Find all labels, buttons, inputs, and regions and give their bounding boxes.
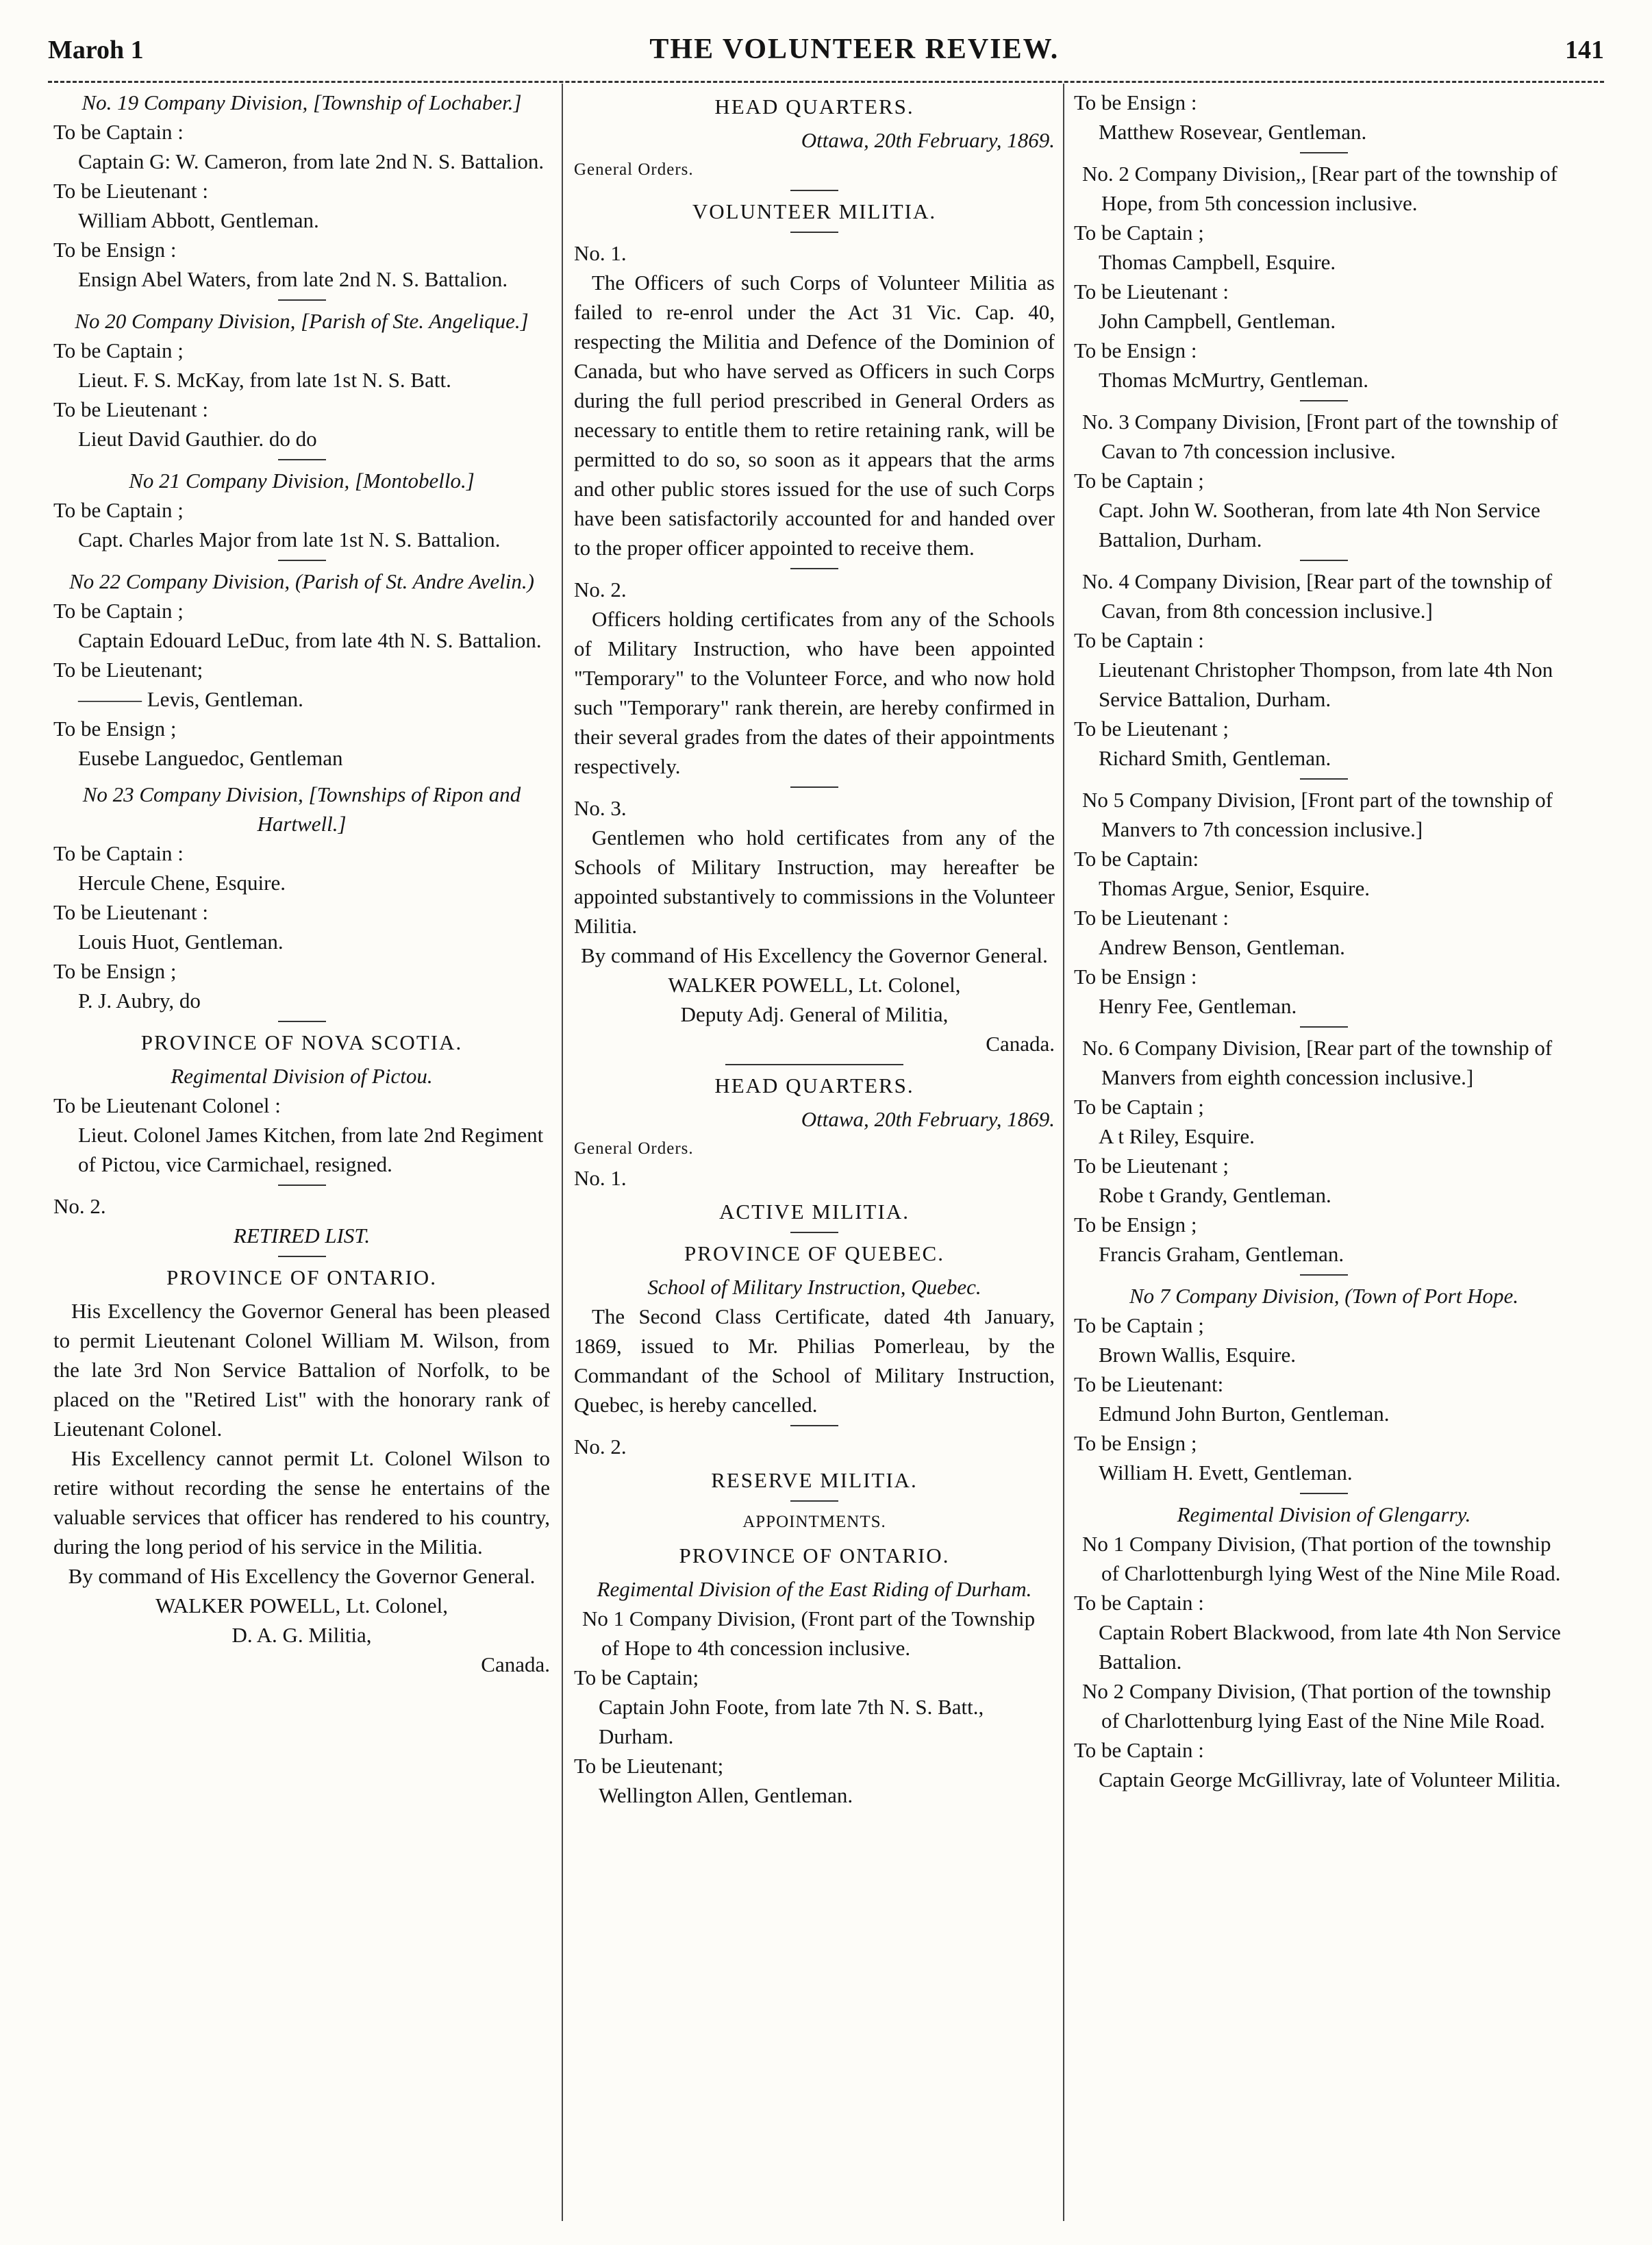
appointee: Richard Smith, Gentleman. — [1099, 746, 1331, 770]
division-title: No 2 Company Division, (That portion of the township of Charlottenburg lying East of the Nine Mile Road. — [1082, 1679, 1551, 1733]
appointee: Hercule Chene, Esquire. — [78, 871, 286, 895]
appointee: Henry Fee, Gentleman. — [1099, 994, 1297, 1018]
order-paragraph: His Excellency cannot permit Lt. Colonel Wilson to retire without recording the sense he entertains of the valuable services that officer has rendered to his country, during the long period of his service in the Militia. — [53, 1446, 550, 1559]
rank-label: To be Captain: — [1074, 847, 1199, 871]
header-rule — [48, 81, 1604, 83]
signature-name: WALKER POWELL, Lt. Colonel, — [668, 973, 961, 997]
appointee: Francis Graham, Gentleman. — [1099, 1242, 1344, 1266]
appointee: Captain John Foote, from late 7th N. S. Batt., Durham. — [599, 1695, 984, 1748]
appointee: Louis Huot, Gentleman. — [78, 930, 284, 954]
appointee: Captain George McGillivray, late of Volunteer Militia. — [1099, 1768, 1561, 1791]
section-heading: ACTIVE MILITIA. — [719, 1200, 910, 1224]
rank-label: To be Captain : — [1074, 628, 1204, 652]
division-title: No. 3 Company Division, [Front part of the township of Cavan to 7th concession inclusive. — [1082, 410, 1558, 463]
regimental-division: Regimental Division of Glengarry. — [1177, 1502, 1471, 1526]
rank-label: To be Lieutenant; — [53, 658, 203, 682]
rank-label: To be Lieutenant : — [53, 397, 208, 421]
appointee: William Abbott, Gentleman. — [78, 208, 319, 232]
dateline: Ottawa, 20th February, 1869. — [801, 1107, 1055, 1131]
appointments-label: APPOINTMENTS. — [742, 1513, 886, 1531]
rank-label: To be Captain ; — [1074, 1095, 1204, 1119]
rank-label: To be Captain ; — [53, 338, 184, 362]
order-number: No. 2. — [574, 578, 627, 601]
order-number: No. 3. — [574, 796, 627, 820]
header-date: Maroh 1 — [48, 36, 144, 64]
rank-label: To be Captain : — [1074, 1738, 1204, 1762]
section-rule — [1300, 1493, 1348, 1494]
section-rule — [725, 1064, 903, 1065]
rank-label: To be Ensign ; — [1074, 1431, 1197, 1455]
column-divider — [562, 84, 563, 2221]
appointee: Lieutenant Christopher Thompson, from late 4th Non Service Battalion, Durham. — [1099, 658, 1553, 711]
column-3 — [1074, 88, 1574, 2218]
division-title: No. 19 Company Division, [Township of Lochaber.] — [82, 90, 522, 114]
division-title: No 21 Company Division, [Montobello.] — [129, 469, 475, 493]
order-paragraph: Officers holding certificates from any of the Schools of Military Instruction, who have been appointed "Temporary" to the Volunteer Force, and who now hold such "Temporary" rank therein, are hereby confirmed in their several grades from the dates of their appointments respectively. — [574, 607, 1055, 778]
signature-name: WALKER POWELL, Lt. Colonel, — [155, 1593, 449, 1617]
order-paragraph: Gentlemen who hold certificates from any of the Schools of Military Instruction, may hereafter be appointed substantively to commissions in the Volunteer Militia. — [574, 826, 1055, 938]
section-rule — [790, 1500, 838, 1502]
rank-label: To be Ensign ; — [53, 717, 177, 741]
rank-label: To be Lieutenant; — [574, 1754, 724, 1778]
appointee: Captain G: W. Cameron, from late 2nd N. S. Battalion. — [78, 149, 545, 173]
order-number: No. 1. — [574, 241, 627, 265]
rank-label: To be Captain ; — [1074, 469, 1204, 493]
appointee: Thomas McMurtry, Gentleman. — [1099, 368, 1369, 392]
appointee: Wellington Allen, Gentleman. — [599, 1783, 853, 1807]
signature-title: Deputy Adj. General of Militia, — [680, 1002, 949, 1026]
page-number: 141 — [1564, 36, 1604, 64]
column-divider — [1063, 84, 1064, 2221]
province-heading: PROVINCE OF NOVA SCOTIA. — [140, 1030, 463, 1054]
appointee: Lieut. F. S. McKay, from late 1st N. S. Batt. — [78, 368, 451, 392]
appointee: Andrew Benson, Gentleman. — [1099, 935, 1345, 959]
command-line: By command of His Excellency the Governor General. — [581, 943, 1048, 967]
appointee: Matthew Rosevear, Gentleman. — [1099, 120, 1367, 144]
signature-place: Canada. — [481, 1652, 550, 1676]
appointee: ——— Levis, Gentleman. — [78, 687, 303, 711]
section-rule — [1300, 400, 1348, 401]
appointee: Captain Robert Blackwood, from late 4th Non Service Battalion. — [1099, 1620, 1561, 1674]
dateline: Ottawa, 20th February, 1869. — [801, 128, 1055, 152]
rank-label: To be Captain ; — [53, 498, 184, 522]
rank-label: To be Captain ; — [1074, 221, 1204, 245]
section-rule — [1300, 152, 1348, 153]
section-rule — [1300, 1026, 1348, 1028]
appointee: Thomas Campbell, Esquire. — [1099, 250, 1336, 274]
rank-label: To be Lieutenant : — [1074, 280, 1229, 303]
section-rule — [790, 232, 838, 233]
appointee: Captain Edouard LeDuc, from late 4th N. S. Battalion. — [78, 628, 542, 652]
appointee: John Campbell, Gentleman. — [1099, 309, 1336, 333]
rank-label: To be Lieutenant ; — [1074, 1154, 1229, 1178]
regimental-division: Regimental Division of Pictou. — [171, 1064, 433, 1088]
section-rule — [278, 299, 326, 301]
division-title: No. 2 Company Division,, [Rear part of the township of Hope, from 5th concession inclusive. — [1082, 162, 1557, 215]
masthead-title: THE VOLUNTEER REVIEW. — [649, 34, 1060, 65]
appointee: Capt. Charles Major from late 1st N. S. Battalion. — [78, 528, 501, 551]
division-title: No 20 Company Division, [Parish of Ste. Angelique.] — [75, 309, 529, 333]
appointee: Eusebe Languedoc, Gentleman — [78, 746, 343, 770]
division-title: No 22 Company Division, (Parish of St. Andre Avelin.) — [69, 569, 534, 593]
section-rule — [278, 560, 326, 561]
order-paragraph: His Excellency the Governor General has been pleased to permit Lieutenant Colonel William M. Wilson, from the late 3rd Non Service Battalion of Norfolk, to be placed on the "Retired List" with the honorary rank of Lieutenant Colonel. — [53, 1299, 550, 1441]
section-rule — [1300, 778, 1348, 780]
appointee: Edmund John Burton, Gentleman. — [1099, 1402, 1390, 1426]
division-title: No 1 Company Division, (Front part of the Township of Hope to 4th concession inclusive. — [582, 1607, 1036, 1660]
appointee: William H. Evett, Gentleman. — [1099, 1461, 1353, 1485]
rank-label: To be Captain ; — [1074, 1313, 1204, 1337]
order-number: No. 1. — [574, 1166, 627, 1190]
rank-label: To be Lieutenant : — [1074, 906, 1229, 930]
rank-label: To be Captain : — [53, 841, 184, 865]
section-rule — [790, 190, 838, 191]
appointee: A t Riley, Esquire. — [1099, 1124, 1255, 1148]
division-title: No 7 Company Division, (Town of Port Hope. — [1129, 1284, 1519, 1308]
rank-label: To be Captain; — [574, 1665, 699, 1689]
order-paragraph: The Officers of such Corps of Volunteer Militia as failed to re-enrol under the Act 31 Vic. Cap. 40, respecting the Militia and Defence of the Dominion of Canada, but who have served as Officers in such Corps during the full period prescribed in General Orders as necessary to entitle them to retire retaining rank, will be permitted to do so, so soon as it appears that the arms and other public stores issued for the use of such Corps have been satisfactorily accounted for and handed over to the proper officer appointed to receive them. — [574, 271, 1055, 560]
appointee: Lieut. Colonel James Kitchen, from late 2nd Regiment of Pictou, vice Carmichael, resigned. — [78, 1123, 544, 1176]
division-title: No 1 Company Division, (That portion of the township of Charlottenburgh lying West of the Nine Mile Road. — [1082, 1532, 1561, 1585]
section-heading: VOLUNTEER MILITIA. — [692, 199, 937, 223]
command-line: By command of His Excellency the Governor General. — [68, 1564, 536, 1588]
section-rule — [790, 1425, 838, 1426]
section-rule — [278, 1256, 326, 1257]
section-rule — [790, 1232, 838, 1233]
section-rule — [278, 459, 326, 460]
headquarters-heading: HEAD QUARTERS. — [714, 95, 914, 119]
rank-label: To be Lieutenant : — [53, 179, 208, 203]
order-number: No. 2. — [574, 1435, 627, 1459]
rank-label: To be Ensign : — [53, 238, 177, 262]
section-heading: RETIRED LIST. — [233, 1224, 371, 1248]
province-heading: PROVINCE OF ONTARIO. — [166, 1265, 437, 1289]
appointee: Robe t Grandy, Gentleman. — [1099, 1183, 1331, 1207]
province-heading: PROVINCE OF QUEBEC. — [684, 1241, 944, 1265]
appointee: P. J. Aubry, do — [78, 989, 201, 1013]
order-paragraph: The Second Class Certificate, dated 4th January, 1869, issued to Mr. Philias Pomerleau, by the Commandant of the School of Military Instruction, Quebec, is hereby cancelled. — [574, 1304, 1055, 1417]
rank-label: To be Ensign ; — [53, 959, 177, 983]
general-orders-label: General Orders. — [574, 160, 694, 179]
column-2 — [574, 88, 1055, 2218]
section-rule — [790, 786, 838, 788]
headquarters-heading: HEAD QUARTERS. — [714, 1074, 914, 1097]
signature-place: Canada. — [986, 1032, 1055, 1056]
division-title: No 23 Company Division, [Townships of Ripon and Hartwell.] — [82, 782, 521, 836]
rank-label: To be Captain : — [1074, 1591, 1204, 1615]
rank-label: To be Lieutenant: — [1074, 1372, 1224, 1396]
appointee: Lieut David Gauthier. do do — [78, 427, 317, 451]
section-rule — [1300, 1274, 1348, 1276]
rank-label: To be Ensign ; — [1074, 1213, 1197, 1237]
section-rule — [790, 568, 838, 569]
column-1 — [53, 88, 550, 2218]
rank-label: To be Captain : — [53, 120, 184, 144]
province-heading: PROVINCE OF ONTARIO. — [679, 1543, 950, 1567]
signature-title: D. A. G. Militia, — [231, 1623, 372, 1647]
division-title: No. 4 Company Division, [Rear part of the township of Cavan, from 8th concession inclusive.] — [1082, 569, 1553, 623]
section-heading: RESERVE MILITIA. — [711, 1468, 918, 1492]
rank-label: To be Lieutenant Colonel : — [53, 1093, 281, 1117]
rank-label: To be Lieutenant : — [53, 900, 208, 924]
division-title: No 5 Company Division, [Front part of the township of Manvers to 7th concession inclusive.] — [1082, 788, 1553, 841]
appointee: Brown Wallis, Esquire. — [1099, 1343, 1296, 1367]
rank-label: To be Lieutenant ; — [1074, 717, 1229, 741]
appointee: Capt. John W. Sootheran, from late 4th Non Service Battalion, Durham. — [1099, 498, 1540, 551]
general-orders-label: General Orders. — [574, 1139, 694, 1158]
rank-label: To be Ensign : — [1074, 90, 1197, 114]
regimental-division: Regimental Division of the East Riding of Durham. — [597, 1577, 1032, 1601]
rank-label: To be Ensign : — [1074, 338, 1197, 362]
section-rule — [278, 1021, 326, 1022]
section-rule — [1300, 560, 1348, 561]
division-title: No. 6 Company Division, [Rear part of the township of Manvers from eighth concession inclusive.] — [1082, 1036, 1553, 1089]
order-number: No. 2. — [53, 1194, 106, 1218]
appointee: Ensign Abel Waters, from late 2nd N. S. Battalion. — [78, 267, 508, 291]
section-rule — [278, 1184, 326, 1186]
school-subheading: School of Military Instruction, Quebec. — [647, 1275, 981, 1299]
page-header — [48, 33, 1604, 74]
rank-label: To be Ensign : — [1074, 965, 1197, 989]
rank-label: To be Captain ; — [53, 599, 184, 623]
appointee: Thomas Argue, Senior, Esquire. — [1099, 876, 1370, 900]
